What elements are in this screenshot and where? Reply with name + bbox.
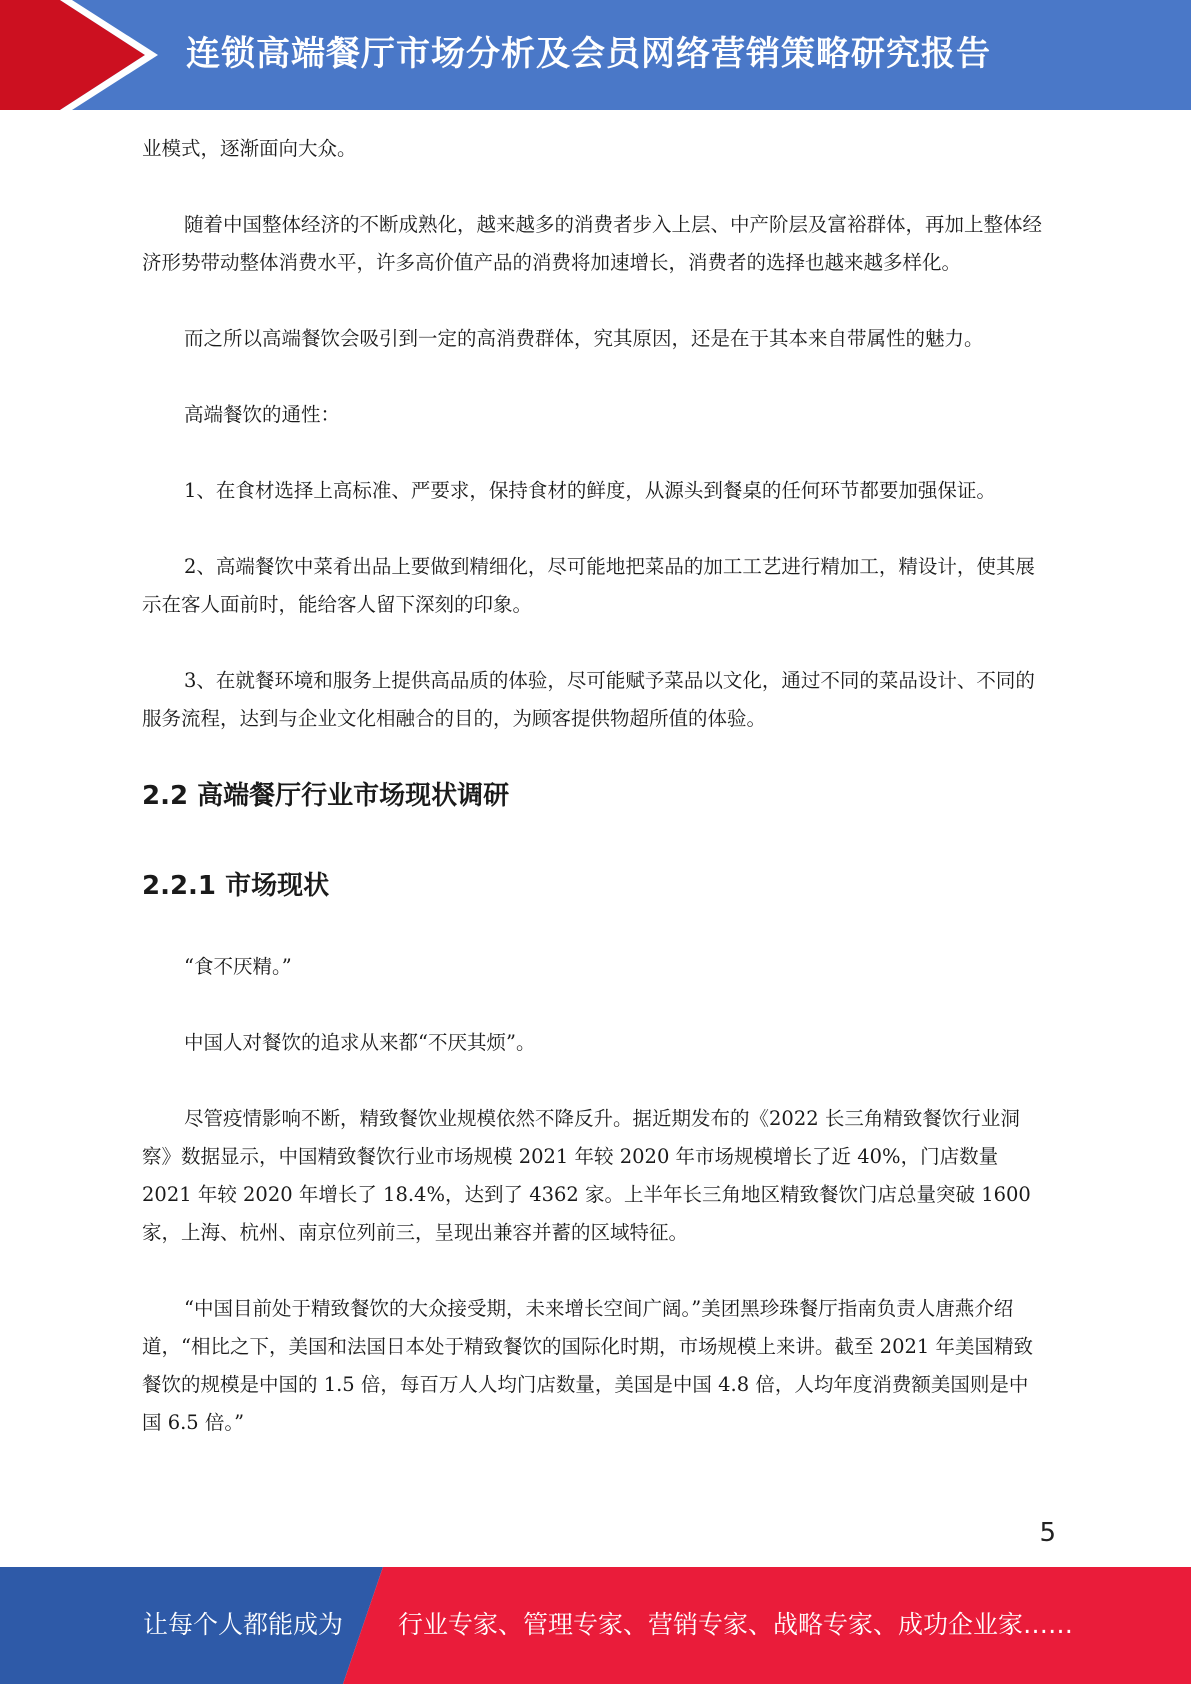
page-header (0, 0, 1191, 110)
quote-paragraph: “食不厌精。” (184, 955, 292, 978)
paragraph: 而之所以高端餐饮会吸引到一定的高消费群体，究其原因，还是在于其本来自带属性的魅力。 (184, 327, 984, 350)
paragraph: 中国人对餐饮的追求从来都“不厌其烦”。 (184, 1031, 536, 1054)
paragraph: 业模式，逐渐面向大众。 (142, 137, 357, 160)
paragraph: “中国目前处于精致餐饮的大众接受期，未来增长空间广阔。”美团黑珍珠餐厅指南负责人唐燕介绍道，“相比之下，美国和法国日本处于精致餐饮的国际化时期，市场规模上来讲。截至 2021 年美国精致餐饮的规模是中国的 1.5 倍，每百万人人均门店数量，美国是中国 4.8 倍，人均年度消费额美国则是中国 6.5 倍。” (142, 1297, 1033, 1434)
footer-slogan-left: 让每个人都能成为 (143, 1610, 344, 1639)
footer-slogan-right: 行业专家、管理专家、营销专家、战略专家、成功企业家…… (398, 1610, 1074, 1639)
list-item-paragraph: 1、在食材选择上高标准、严要求，保持食材的鲜度，从源头到餐桌的任何环节都要加强保证。 (184, 479, 996, 502)
header-red-arrow (0, 0, 145, 110)
subsection-heading: 2.2.1 市场现状 (142, 871, 330, 901)
paragraph: 高端餐饮的通性： (184, 403, 341, 426)
paragraph: 随着中国整体经济的不断成熟化，越来越多的消费者步入上层、中产阶层及富裕群体，再加上整体经济形势带动整体消费水平，许多高价值产品的消费将加速增长，消费者的选择也越来越多样化。 (142, 213, 1043, 274)
section-heading: 2.2 高端餐厅行业市场现状调研 (142, 781, 510, 811)
page-footer (0, 1567, 1191, 1684)
list-item-paragraph: 3、在就餐环境和服务上提供高品质的体验，尽可能赋予菜品以文化，通过不同的菜品设计、不同的服务流程，达到与企业文化相融合的目的，为顾客提供物超所值的体验。 (142, 669, 1035, 730)
document-body (142, 130, 1047, 1480)
page-number: 5 (1039, 1518, 1056, 1548)
header-title: 连锁高端餐厅市场分析及会员网络营销策略研究报告 (186, 34, 991, 74)
list-item-paragraph: 2、高端餐饮中菜肴出品上要做到精细化，尽可能地把菜品的加工工艺进行精加工，精设计，使其展示在客人面前时，能给客人留下深刻的印象。 (142, 555, 1035, 616)
paragraph: 尽管疫情影响不断，精致餐饮业规模依然不降反升。据近期发布的《2022 长三角精致餐饮行业洞察》数据显示，中国精致餐饮行业市场规模 2021 年较 2020 年市场规模增长了近 40%，门店数量 2021 年较 2020 年增长了 18.4%，达到了 4362 家。上半年长三角地区精致餐饮门店总量突破 1600 家，上海、杭州、南京位列前三，呈现出兼容并蓄的区域特征。 (142, 1107, 1031, 1244)
